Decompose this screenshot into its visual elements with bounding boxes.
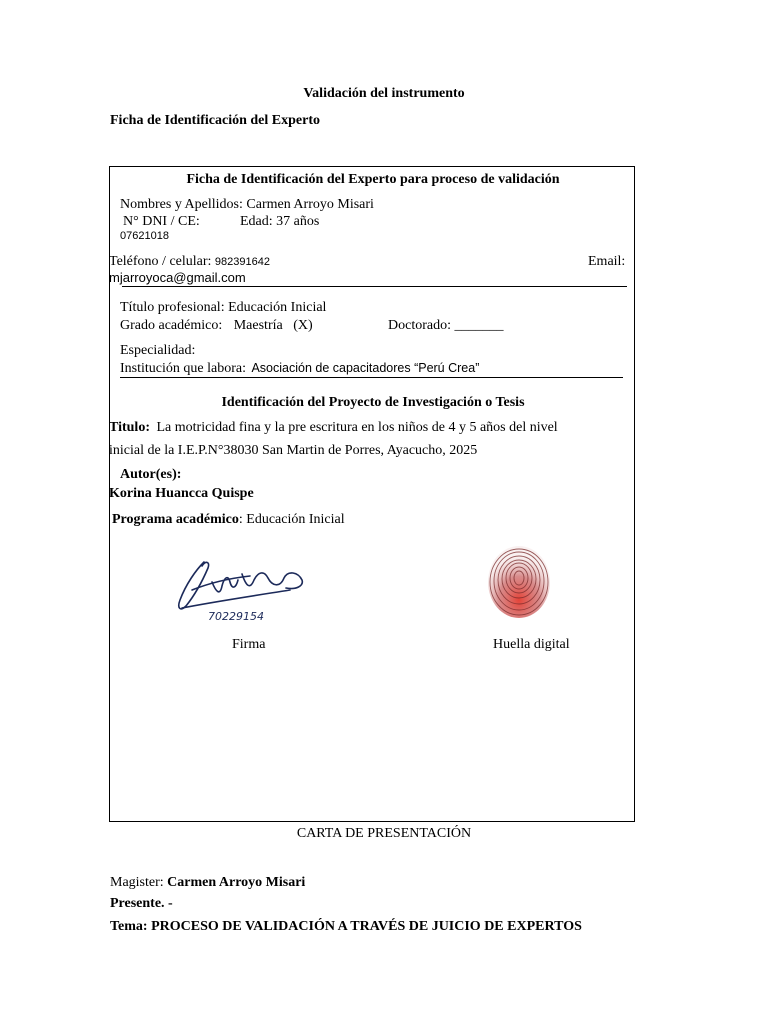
form-title: Ficha de Identificación del Experto para proceso de validación: [186, 172, 560, 187]
names-label: Nombres y Apellidos:: [120, 197, 243, 212]
document-title: Validación del instrumento: [303, 86, 465, 101]
present-line: Presente. -: [110, 896, 173, 911]
degree-label: Grado académico:: [120, 318, 223, 333]
program-value: : Educación Inicial: [238, 512, 345, 527]
signature-image: [172, 552, 312, 626]
thesis-line-2: inicial de la I.E.P.N°38030 San Martin de Porres, Ayacucho, 2025: [109, 443, 478, 458]
thesis-text-1: La motricidad fina y la pre escritura en los niños de 4 y 5 años del nivel: [156, 420, 558, 435]
age-row: [240, 214, 319, 230]
fingerprint-caption: Huella digital: [493, 637, 570, 652]
email-label: Email:: [588, 254, 626, 269]
thesis-label: Titulo:: [109, 420, 150, 435]
institution-underline: [120, 377, 623, 378]
program-label: Programa académico: [112, 512, 239, 527]
doctorate-value: _______: [454, 318, 504, 333]
doctorate-row: [388, 318, 503, 334]
profession-label: Título profesional:: [120, 300, 225, 315]
letter-title: CARTA DE PRESENTACIÓN: [296, 826, 472, 841]
names-row: [120, 197, 374, 213]
fingerprint-image: [484, 542, 554, 622]
email-underline: [122, 286, 627, 287]
email-value: mjarroyoca@gmail.com: [109, 270, 246, 285]
project-heading: Identificación del Proyecto de Investigación o Tesis: [221, 395, 525, 410]
document-subtitle: Ficha de Identificación del Experto: [110, 113, 320, 128]
age-label: Edad:: [240, 214, 273, 229]
degree-row: [120, 318, 313, 334]
phone-value: 982391642: [214, 256, 270, 268]
institution-value: Asociación de capacitadores “Perú Crea”: [251, 361, 480, 375]
degree-value: Maestría (X): [233, 318, 313, 333]
author-name: Korina Huancca Quispe: [109, 486, 254, 501]
salutation-label: Magister:: [110, 875, 164, 890]
dni-label: N° DNI / CE:: [123, 214, 200, 229]
names-value: Carmen Arroyo Misari: [246, 197, 374, 212]
thesis-line-1: [109, 420, 558, 436]
signature-number: 70229154: [208, 610, 264, 623]
phone-row: [109, 254, 270, 270]
phone-label: Teléfono / celular:: [109, 254, 212, 269]
institution-label: Institución que labora:: [120, 361, 246, 376]
signature-caption: Firma: [232, 637, 266, 652]
doctorate-label: Doctorado:: [388, 318, 451, 333]
salutation-name: Carmen Arroyo Misari: [167, 875, 306, 890]
profession-row: [120, 300, 326, 316]
topic-line: Tema: PROCESO DE VALIDACIÓN A TRAVÉS DE JUICIO DE EXPERTOS: [110, 919, 582, 934]
age-value: 37 años: [276, 214, 320, 229]
profession-value: Educación Inicial: [228, 300, 327, 315]
program-row: [112, 512, 345, 528]
authors-label: Autor(es):: [120, 467, 182, 482]
specialty-label: Especialidad:: [120, 343, 196, 358]
dni-value: 07621018: [120, 230, 169, 242]
institution-row: [120, 361, 479, 377]
salutation-row: [110, 875, 305, 891]
